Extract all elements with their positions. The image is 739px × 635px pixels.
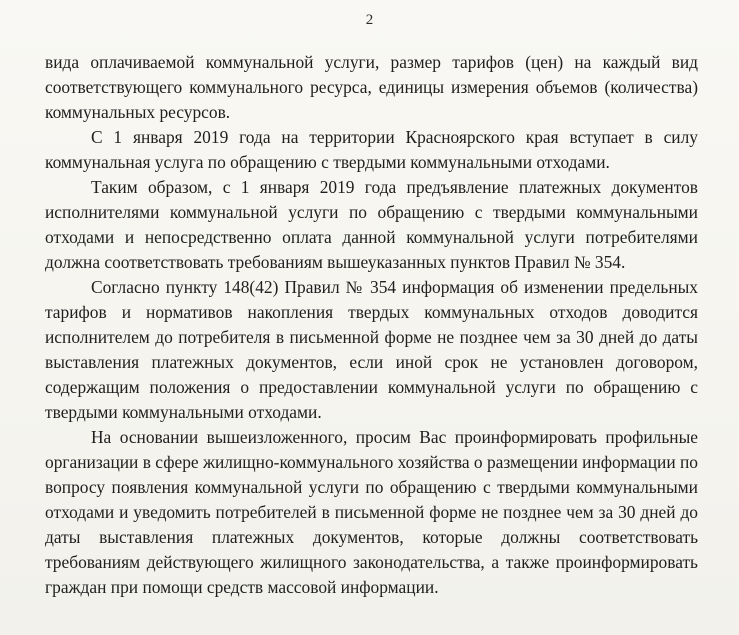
paragraph-continuation: вида оплачиваемой коммунальной услуги, размер тарифов (цен) на каждый вид соответствующего коммунального ресурса, единицы измерения объемов (количества) коммунальных ресурсов.	[45, 52, 698, 122]
paragraph-notification-rule: Согласно пункту 148(42) Правил № 354 информация об изменении предельных тарифов и нормативов накопления твердых коммунальных отходов доводится исполнителем до потребителя в письменной форме не позднее чем за 30 дней до даты выставления платежных документов, если иной срок не установлен договором, содержащим положения о предоставлении коммунальной услуги по обращению с твердыми коммунальными отходами.	[45, 277, 698, 422]
page-number: 2	[365, 12, 374, 28]
paragraph-request: На основании вышеизложенного, просим Вас проинформировать профильные организации в сфере жилищно-коммунального хозяйства о размещении информации по вопросу появления коммунальной услуги по обращению с твердыми коммунальными отходами и уведомить потребителей в письменной форме не позднее чем за 30 дней до даты выставления платежных документов, которые должны соответствовать требованиям действующего жилищного законодательства, а также проинформировать граждан при помощи средств массовой информации.	[45, 427, 698, 597]
paragraph-billing-requirements: Таким образом, с 1 января 2019 года предъявление платежных документов исполнителями коммунальной услуги по обращению с твердыми коммунальными отходами и непосредственно оплата данной коммунальной услуги потребителями должна соответствовать требованиям вышеуказанных пунктов Правил № 354.	[45, 177, 698, 272]
document-body	[45, 50, 698, 600]
paragraph-effective-date: С 1 января 2019 года на территории Красноярского края вступает в силу коммунальная услуга по обращению с твердыми коммунальными отходами.	[45, 127, 698, 172]
